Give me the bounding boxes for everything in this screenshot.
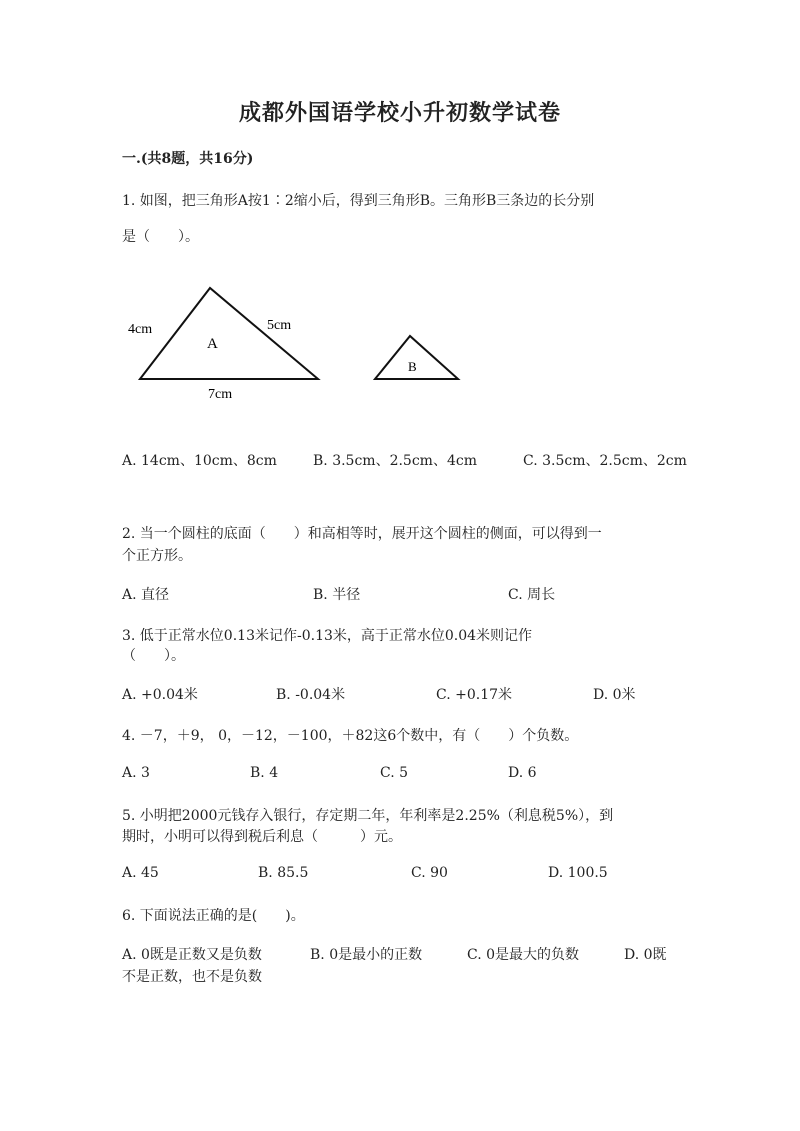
question-6-option-b[interactable]: B. 0是最小的正数: [310, 947, 423, 963]
question-2-line-2: 个正方形。: [122, 548, 192, 564]
question-2-option-c[interactable]: C. 周长: [508, 587, 556, 603]
question-3-option-d[interactable]: D. 0米: [593, 687, 636, 703]
question-5-option-d[interactable]: D. 100.5: [548, 865, 608, 881]
question-5-option-a[interactable]: A. 45: [122, 865, 159, 881]
triangle-a-label: A: [207, 336, 218, 352]
question-6-option-d-continued: 不是正数，也不是负数: [122, 969, 262, 985]
question-3-line-2: （ ）。: [122, 648, 185, 664]
question-5-option-c[interactable]: C. 90: [411, 865, 448, 881]
question-2-option-a[interactable]: A. 直径: [122, 587, 170, 603]
question-3-option-b[interactable]: B. -0.04米: [276, 687, 346, 703]
question-1-option-c[interactable]: C. 3.5cm、2.5cm、2cm: [523, 453, 687, 469]
question-4-option-d[interactable]: D. 6: [508, 765, 537, 781]
question-4-option-c[interactable]: C. 5: [380, 765, 409, 781]
section-heading: 一.(共8题，共16分): [122, 151, 254, 167]
question-6-option-a[interactable]: A. 0既是正数又是负数: [122, 947, 262, 963]
question-5-option-b[interactable]: B. 85.5: [258, 865, 309, 881]
question-1-option-a[interactable]: A. 14cm、10cm、8cm: [122, 453, 277, 469]
question-1-line-1: 1. 如图，把三角形A按1∶2缩小后，得到三角形B。三角形B三条边的长分别: [122, 193, 595, 209]
question-3-option-c[interactable]: C. +0.17米: [436, 687, 513, 703]
triangle-a-base-label: 7cm: [208, 387, 233, 402]
question-1-option-b[interactable]: B. 3.5cm、2.5cm、4cm: [313, 453, 477, 469]
question-2-line-1: 2. 当一个圆柱的底面（ ）和高相等时，展开这个圆柱的侧面，可以得到一: [122, 526, 602, 542]
question-3-line-1: 3. 低于正常水位0.13米记作-0.13米，高于正常水位0.04米则记作: [122, 628, 533, 644]
question-5-line-2: 期时，小明可以得到税后利息（ ）元。: [122, 829, 402, 845]
page-title: 成都外国语学校小升初数学试卷: [238, 100, 561, 126]
question-4-option-b[interactable]: B. 4: [250, 765, 279, 781]
question-1-line-2: 是（ ）。: [122, 229, 199, 245]
question-4-option-a[interactable]: A. 3: [122, 765, 150, 781]
question-4-line-1: 4. －7，＋9， 0，－12，－100，＋82这6个数中，有（ ）个负数。: [122, 728, 579, 744]
triangle-figure: [120, 278, 480, 408]
triangle-b-label: B: [408, 359, 417, 374]
question-5-line-1: 5. 小明把2000元钱存入银行，存定期二年，年利率是2.25%（利息税5%），到: [122, 808, 614, 824]
triangle-a-right-side-label: 5cm: [267, 318, 292, 333]
question-6-option-c[interactable]: C. 0是最大的负数: [467, 947, 580, 963]
triangle-a-left-side-label: 4cm: [128, 322, 153, 337]
question-3-option-a[interactable]: A. +0.04米: [122, 687, 198, 703]
question-6-option-d[interactable]: D. 0既: [624, 947, 667, 963]
question-6-line-1: 6. 下面说法正确的是( )。: [122, 908, 305, 924]
triangle-a: [140, 288, 318, 379]
question-2-option-b[interactable]: B. 半径: [313, 587, 361, 603]
